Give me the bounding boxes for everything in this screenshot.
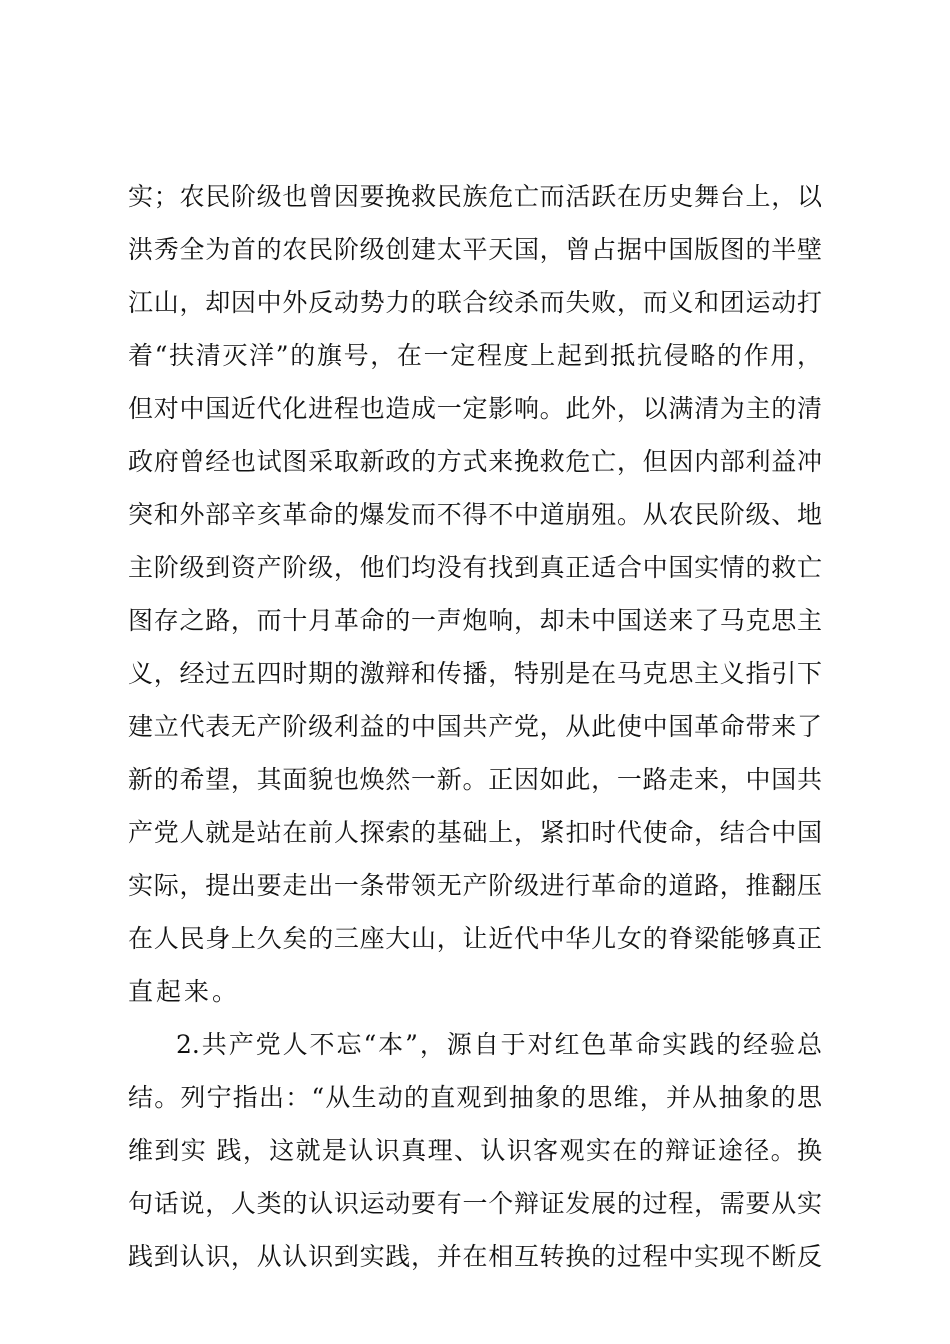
text-line: 江山，却因中外反动势力的联合绞杀而失败，而义和团运动打 [128, 288, 822, 317]
text-line: 但对中国近代化进程也造成一定影响。此外，以满清为主的清 [128, 394, 822, 423]
text-line: 新的希望，其面貌也焕然一新。正因如此，一路走来，中国共 [128, 765, 822, 794]
text-line: 突和外部辛亥革命的爆发而不得不中道崩殂。从农民阶级、地 [128, 500, 822, 529]
text-line: 实际，提出要走出一条带领无产阶级进行革命的道路，推翻压 [128, 871, 822, 900]
text-line: 直起来。 [128, 977, 241, 1006]
section-heading-line: 2.共产党人不忘“本”，源自于对红色革命实践的经验总 [176, 1030, 822, 1059]
text-line: 图存之路，而十月革命的一声炮响，却未中国送来了马克思主 [128, 606, 822, 635]
text-line: 主阶级到资产阶级，他们均没有找到真正适合中国实情的救亡 [128, 553, 822, 582]
text-line: 洪秀全为首的农民阶级创建太平天国，曾占据中国版图的半壁 [128, 235, 822, 264]
text-line: 义，经过五四时期的激辩和传播，特别是在马克思主义指引下 [128, 659, 822, 688]
text-line: 维到实 践，这就是认识真理、认识客观实在的辩证途径。换 [128, 1136, 822, 1165]
text-line: 产党人就是站在前人探索的基础上，紧扣时代使命，结合中国 [128, 818, 822, 847]
text-line: 实；农民阶级也曾因要挽救民族危亡而活跃在历史舞台上，以 [128, 182, 822, 211]
text-line: 在人民身上久矣的三座大山，让近代中华儿女的脊梁能够真正 [128, 924, 822, 953]
text-line: 践到认识，从认识到实践，并在相互转换的过程中实现不断反 [128, 1242, 822, 1271]
text-line: 政府曾经也试图采取新政的方式来挽救危亡，但因内部利益冲 [128, 447, 822, 476]
text-line: 建立代表无产阶级利益的中国共产党，从此使中国革命带来了 [128, 712, 822, 741]
text-line: 着“扶清灭洋”的旗号，在一定程度上起到抵抗侵略的作用， [128, 341, 822, 370]
text-line: 结。列宁指出：“从生动的直观到抽象的思维，并从抽象的思 [128, 1083, 822, 1112]
text-line: 句话说，人类的认识运动要有一个辩证发展的过程，需要从实 [128, 1189, 822, 1218]
